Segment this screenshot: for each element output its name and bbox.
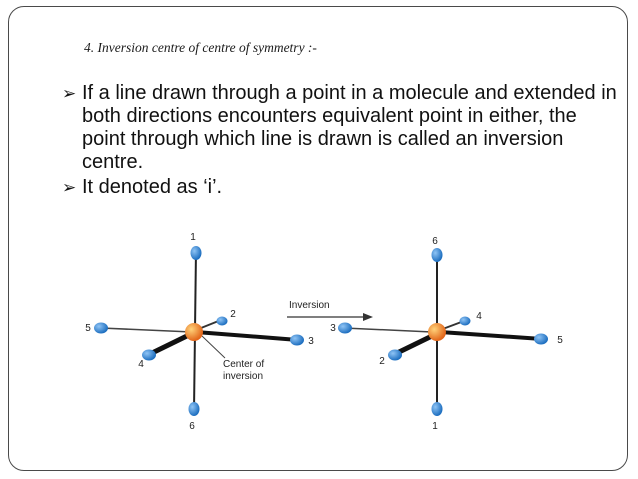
arrow-head-icon (363, 313, 373, 321)
bond-left (344, 328, 432, 332)
label-left: 3 (330, 323, 336, 334)
label-bottom: 6 (189, 421, 195, 432)
bullet-arrow-icon: ➢ (62, 84, 77, 103)
bond-left (101, 328, 192, 332)
label-bottom: 1 (432, 421, 438, 432)
label-right: 5 (557, 335, 563, 346)
bullet-text: If a line drawn through a point in a molecule and extended in both directions encounters equivalent point in either, the point through which line is drawn is called an inversion centre. (82, 82, 617, 173)
molecule-before (85, 232, 314, 432)
atom-back (217, 317, 228, 326)
label-back: 2 (230, 309, 236, 320)
inversion-center (428, 323, 446, 341)
inversion-center (185, 323, 203, 341)
label-front: 4 (138, 359, 144, 370)
slide-heading: 4. Inversion centre of centre of symmetry :- (84, 40, 317, 55)
atom-left (94, 323, 108, 334)
atom-top (432, 248, 443, 262)
atom-bottom (189, 402, 200, 416)
atom-front (388, 350, 402, 361)
inversion-arrow (287, 300, 373, 321)
bond-right (440, 332, 542, 339)
label-left: 5 (85, 323, 91, 334)
center-label: Center of (223, 359, 265, 370)
atom-right (290, 335, 304, 346)
center-label: inversion (223, 371, 264, 382)
label-right: 3 (308, 336, 314, 347)
atom-top (191, 246, 202, 260)
atom-back (460, 317, 471, 326)
label-back: 4 (476, 311, 482, 322)
label-top: 1 (190, 232, 196, 243)
atom-bottom (432, 402, 443, 416)
bullet-arrow-icon: ➢ (62, 178, 77, 197)
leader-line (202, 336, 225, 358)
molecule-after (330, 236, 563, 432)
atom-front (142, 350, 156, 361)
atom-right (534, 334, 548, 345)
bullet-text: It denoted as ‘i’. (82, 176, 223, 198)
bond-right (196, 332, 298, 340)
bond-front (395, 335, 434, 354)
arrow-label: Inversion (289, 300, 330, 311)
atom-left (338, 323, 352, 334)
label-front: 2 (379, 356, 385, 367)
label-top: 6 (432, 236, 438, 247)
